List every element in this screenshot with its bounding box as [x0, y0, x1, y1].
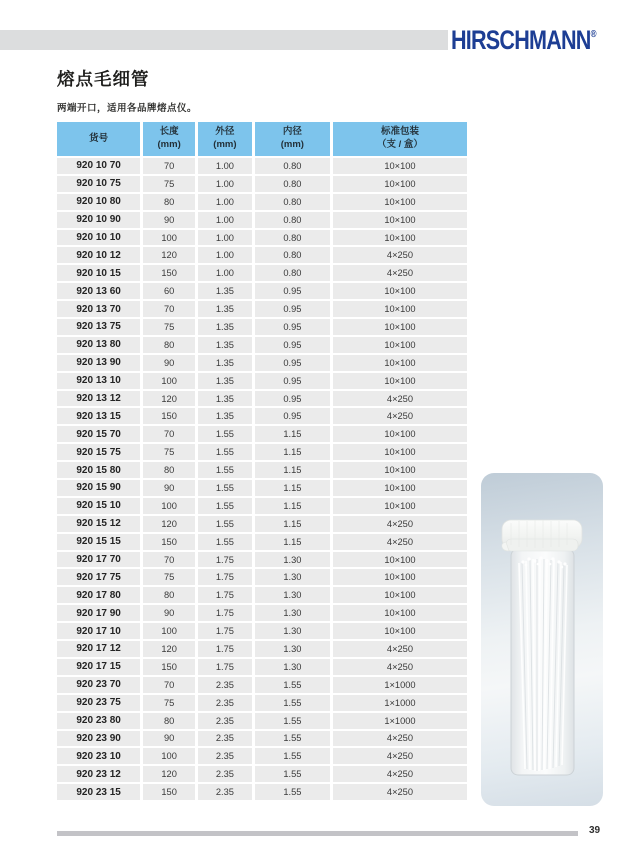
outer-diameter-cell: 1.00	[198, 176, 252, 192]
table-row	[57, 212, 467, 228]
hirschmann-logo	[451, 25, 599, 55]
catalog-number-cell: 920 13 90	[57, 355, 140, 371]
outer-diameter-cell: 2.35	[198, 748, 252, 764]
inner-diameter-cell: 1.55	[255, 677, 330, 693]
length-cell: 60	[143, 283, 195, 299]
packaging-cell: 10×100	[333, 212, 467, 228]
footer-divider-bar	[57, 831, 578, 836]
catalog-number-cell: 920 13 75	[57, 319, 140, 335]
inner-diameter-cell: 1.30	[255, 587, 330, 603]
outer-diameter-cell: 1.55	[198, 462, 252, 478]
catalog-number-cell: 920 15 80	[57, 462, 140, 478]
catalog-number-cell: 920 10 15	[57, 265, 140, 281]
outer-diameter-cell: 1.55	[198, 534, 252, 550]
inner-diameter-cell: 1.55	[255, 695, 330, 711]
outer-diameter-cell: 1.75	[198, 569, 252, 585]
catalog-number-cell: 920 23 70	[57, 677, 140, 693]
outer-diameter-cell: 1.00	[198, 212, 252, 228]
packaging-cell: 10×100	[333, 462, 467, 478]
catalog-number-cell: 920 13 10	[57, 373, 140, 389]
length-cell: 70	[143, 426, 195, 442]
inner-diameter-cell: 1.55	[255, 731, 330, 747]
table-row	[57, 426, 467, 442]
packaging-cell: 10×100	[333, 426, 467, 442]
inner-diameter-cell: 0.95	[255, 391, 330, 407]
table-row	[57, 337, 467, 353]
packaging-cell: 4×250	[333, 748, 467, 764]
catalog-number-cell: 920 23 90	[57, 731, 140, 747]
length-cell: 75	[143, 444, 195, 460]
length-cell: 100	[143, 498, 195, 514]
inner-diameter-cell: 0.95	[255, 319, 330, 335]
length-cell: 150	[143, 659, 195, 675]
table-row	[57, 230, 467, 246]
inner-diameter-cell: 1.15	[255, 480, 330, 496]
inner-diameter-cell: 0.95	[255, 337, 330, 353]
inner-diameter-cell: 1.15	[255, 498, 330, 514]
catalog-number-cell: 920 10 10	[57, 230, 140, 246]
length-cell: 120	[143, 247, 195, 263]
catalog-number-cell: 920 23 12	[57, 766, 140, 782]
inner-diameter-cell: 1.15	[255, 444, 330, 460]
outer-diameter-cell: 1.35	[198, 391, 252, 407]
table-row	[57, 731, 467, 747]
packaging-cell: 10×100	[333, 587, 467, 603]
column-header: 标准包装 （支 / 盒）	[333, 122, 467, 156]
outer-diameter-cell: 1.75	[198, 587, 252, 603]
outer-diameter-cell: 1.35	[198, 373, 252, 389]
outer-diameter-cell: 1.00	[198, 158, 252, 174]
outer-diameter-cell: 2.35	[198, 677, 252, 693]
inner-diameter-cell: 0.80	[255, 265, 330, 281]
packaging-cell: 10×100	[333, 230, 467, 246]
inner-diameter-cell: 1.55	[255, 784, 330, 800]
length-cell: 75	[143, 319, 195, 335]
packaging-cell: 10×100	[333, 355, 467, 371]
length-cell: 150	[143, 408, 195, 424]
length-cell: 70	[143, 552, 195, 568]
table-row	[57, 480, 467, 496]
outer-diameter-cell: 1.00	[198, 265, 252, 281]
packaging-cell: 10×100	[333, 480, 467, 496]
packaging-cell: 10×100	[333, 337, 467, 353]
table-row	[57, 605, 467, 621]
packaging-cell: 10×100	[333, 194, 467, 210]
catalog-number-cell: 920 10 90	[57, 212, 140, 228]
packaging-cell: 10×100	[333, 498, 467, 514]
packaging-cell: 10×100	[333, 158, 467, 174]
spec-table-container	[54, 120, 470, 802]
table-row	[57, 552, 467, 568]
length-cell: 75	[143, 569, 195, 585]
outer-diameter-cell: 2.35	[198, 766, 252, 782]
outer-diameter-cell: 1.00	[198, 230, 252, 246]
table-row	[57, 569, 467, 585]
catalog-number-cell: 920 23 10	[57, 748, 140, 764]
outer-diameter-cell: 1.00	[198, 247, 252, 263]
catalog-number-cell: 920 15 90	[57, 480, 140, 496]
table-row	[57, 373, 467, 389]
outer-diameter-cell: 1.35	[198, 283, 252, 299]
inner-diameter-cell: 1.30	[255, 605, 330, 621]
length-cell: 120	[143, 766, 195, 782]
catalog-number-cell: 920 23 80	[57, 713, 140, 729]
outer-diameter-cell: 2.35	[198, 784, 252, 800]
table-row	[57, 247, 467, 263]
packaging-cell: 4×250	[333, 534, 467, 550]
outer-diameter-cell: 2.35	[198, 731, 252, 747]
outer-diameter-cell: 1.00	[198, 194, 252, 210]
top-gray-band	[0, 30, 448, 50]
catalog-number-cell: 920 13 70	[57, 301, 140, 317]
catalog-number-cell: 920 15 15	[57, 534, 140, 550]
inner-diameter-cell: 1.15	[255, 516, 330, 532]
catalog-number-cell: 920 10 12	[57, 247, 140, 263]
outer-diameter-cell: 1.35	[198, 355, 252, 371]
catalog-number-cell: 920 10 70	[57, 158, 140, 174]
catalog-number-cell: 920 15 12	[57, 516, 140, 532]
length-cell: 70	[143, 158, 195, 174]
table-row	[57, 194, 467, 210]
length-cell: 100	[143, 373, 195, 389]
catalog-number-cell: 920 10 75	[57, 176, 140, 192]
table-row	[57, 444, 467, 460]
packaging-cell: 10×100	[333, 444, 467, 460]
packaging-cell: 4×250	[333, 641, 467, 657]
length-cell: 70	[143, 677, 195, 693]
table-row	[57, 176, 467, 192]
length-cell: 150	[143, 534, 195, 550]
inner-diameter-cell: 0.80	[255, 212, 330, 228]
inner-diameter-cell: 0.80	[255, 176, 330, 192]
table-row	[57, 748, 467, 764]
outer-diameter-cell: 1.75	[198, 659, 252, 675]
table-row	[57, 766, 467, 782]
packaging-cell: 10×100	[333, 623, 467, 639]
length-cell: 90	[143, 731, 195, 747]
table-row	[57, 408, 467, 424]
length-cell: 80	[143, 587, 195, 603]
catalog-number-cell: 920 13 15	[57, 408, 140, 424]
length-cell: 70	[143, 301, 195, 317]
packaging-cell: 4×250	[333, 408, 467, 424]
packaging-cell: 10×100	[333, 605, 467, 621]
packaging-cell: 10×100	[333, 552, 467, 568]
table-body	[57, 158, 467, 800]
outer-diameter-cell: 1.35	[198, 319, 252, 335]
length-cell: 90	[143, 605, 195, 621]
catalog-number-cell: 920 23 15	[57, 784, 140, 800]
table-row	[57, 158, 467, 174]
packaging-cell: 4×250	[333, 766, 467, 782]
table-row	[57, 784, 467, 800]
table-row	[57, 391, 467, 407]
table-row	[57, 677, 467, 693]
logo-text: HIRSCHMANN	[451, 25, 591, 55]
catalog-number-cell: 920 17 90	[57, 605, 140, 621]
inner-diameter-cell: 0.80	[255, 158, 330, 174]
inner-diameter-cell: 0.95	[255, 283, 330, 299]
column-header: 外径 (mm)	[198, 122, 252, 156]
header-row	[57, 122, 467, 156]
inner-diameter-cell: 1.30	[255, 569, 330, 585]
column-header: 货号	[57, 122, 140, 156]
inner-diameter-cell: 0.95	[255, 355, 330, 371]
outer-diameter-cell: 1.55	[198, 444, 252, 460]
inner-diameter-cell: 0.80	[255, 230, 330, 246]
vial-illustration	[481, 473, 603, 806]
length-cell: 80	[143, 194, 195, 210]
length-cell: 120	[143, 516, 195, 532]
catalog-number-cell: 920 17 10	[57, 623, 140, 639]
outer-diameter-cell: 1.55	[198, 426, 252, 442]
catalog-number-cell: 920 23 75	[57, 695, 140, 711]
table-row	[57, 265, 467, 281]
outer-diameter-cell: 1.35	[198, 408, 252, 424]
length-cell: 80	[143, 462, 195, 478]
length-cell: 90	[143, 355, 195, 371]
outer-diameter-cell: 1.75	[198, 552, 252, 568]
catalog-number-cell: 920 17 70	[57, 552, 140, 568]
table-row	[57, 319, 467, 335]
catalog-number-cell: 920 17 80	[57, 587, 140, 603]
packaging-cell: 10×100	[333, 319, 467, 335]
page-subtitle: 两端开口，适用各品牌熔点仪。	[57, 103, 198, 114]
outer-diameter-cell: 2.35	[198, 713, 252, 729]
inner-diameter-cell: 1.55	[255, 766, 330, 782]
table-header-row	[57, 122, 467, 156]
outer-diameter-cell: 1.55	[198, 480, 252, 496]
length-cell: 120	[143, 391, 195, 407]
inner-diameter-cell: 1.15	[255, 426, 330, 442]
packaging-cell: 4×250	[333, 784, 467, 800]
page-title: 熔点毛细管	[57, 69, 150, 89]
vial-body	[511, 549, 574, 775]
outer-diameter-cell: 1.75	[198, 605, 252, 621]
length-cell: 90	[143, 480, 195, 496]
length-cell: 100	[143, 623, 195, 639]
catalog-number-cell: 920 13 60	[57, 283, 140, 299]
inner-diameter-cell: 1.55	[255, 713, 330, 729]
table-row	[57, 283, 467, 299]
inner-diameter-cell: 1.30	[255, 659, 330, 675]
packaging-cell: 4×250	[333, 516, 467, 532]
table-row	[57, 301, 467, 317]
product-table	[54, 120, 470, 802]
length-cell: 150	[143, 265, 195, 281]
packaging-cell: 4×250	[333, 391, 467, 407]
table-row	[57, 462, 467, 478]
packaging-cell: 4×250	[333, 265, 467, 281]
inner-diameter-cell: 1.30	[255, 641, 330, 657]
table-row	[57, 516, 467, 532]
inner-diameter-cell: 0.95	[255, 301, 330, 317]
page-number: 39	[589, 825, 601, 836]
length-cell: 75	[143, 695, 195, 711]
length-cell: 120	[143, 641, 195, 657]
column-header: 长度 (mm)	[143, 122, 195, 156]
packaging-cell: 1×1000	[333, 713, 467, 729]
table-row	[57, 534, 467, 550]
packaging-cell: 1×1000	[333, 695, 467, 711]
packaging-cell: 10×100	[333, 283, 467, 299]
packaging-cell: 4×250	[333, 731, 467, 747]
table-row	[57, 641, 467, 657]
packaging-cell: 10×100	[333, 176, 467, 192]
inner-diameter-cell: 1.30	[255, 623, 330, 639]
length-cell: 80	[143, 713, 195, 729]
table-row	[57, 587, 467, 603]
packaging-cell: 10×100	[333, 373, 467, 389]
outer-diameter-cell: 1.75	[198, 641, 252, 657]
packaging-cell: 10×100	[333, 301, 467, 317]
catalog-number-cell: 920 15 70	[57, 426, 140, 442]
packaging-cell: 10×100	[333, 569, 467, 585]
catalog-number-cell: 920 17 75	[57, 569, 140, 585]
catalog-number-cell: 920 15 75	[57, 444, 140, 460]
packaging-cell: 4×250	[333, 247, 467, 263]
inner-diameter-cell: 0.80	[255, 194, 330, 210]
inner-diameter-cell: 1.30	[255, 552, 330, 568]
inner-diameter-cell: 1.15	[255, 534, 330, 550]
packaging-cell: 1×1000	[333, 677, 467, 693]
length-cell: 90	[143, 212, 195, 228]
catalog-number-cell: 920 17 12	[57, 641, 140, 657]
inner-diameter-cell: 0.80	[255, 247, 330, 263]
outer-diameter-cell: 2.35	[198, 695, 252, 711]
catalog-number-cell: 920 13 12	[57, 391, 140, 407]
vial-cap	[502, 520, 582, 551]
length-cell: 75	[143, 176, 195, 192]
table-row	[57, 713, 467, 729]
table-row	[57, 355, 467, 371]
outer-diameter-cell: 1.75	[198, 623, 252, 639]
capillary-tube-vial-photo	[481, 473, 603, 806]
inner-diameter-cell: 1.55	[255, 748, 330, 764]
outer-diameter-cell: 1.35	[198, 337, 252, 353]
length-cell: 150	[143, 784, 195, 800]
table-row	[57, 498, 467, 514]
table-row	[57, 659, 467, 675]
table-row	[57, 695, 467, 711]
column-header: 内径 (mm)	[255, 122, 330, 156]
outer-diameter-cell: 1.35	[198, 301, 252, 317]
packaging-cell: 4×250	[333, 659, 467, 675]
length-cell: 100	[143, 230, 195, 246]
inner-diameter-cell: 0.95	[255, 373, 330, 389]
table-row	[57, 623, 467, 639]
outer-diameter-cell: 1.55	[198, 516, 252, 532]
length-cell: 80	[143, 337, 195, 353]
catalog-number-cell: 920 15 10	[57, 498, 140, 514]
catalog-number-cell: 920 10 80	[57, 194, 140, 210]
registered-trademark-symbol: ®	[590, 29, 597, 40]
inner-diameter-cell: 0.95	[255, 408, 330, 424]
length-cell: 100	[143, 748, 195, 764]
catalog-number-cell: 920 17 15	[57, 659, 140, 675]
inner-diameter-cell: 1.15	[255, 462, 330, 478]
catalog-number-cell: 920 13 80	[57, 337, 140, 353]
outer-diameter-cell: 1.55	[198, 498, 252, 514]
